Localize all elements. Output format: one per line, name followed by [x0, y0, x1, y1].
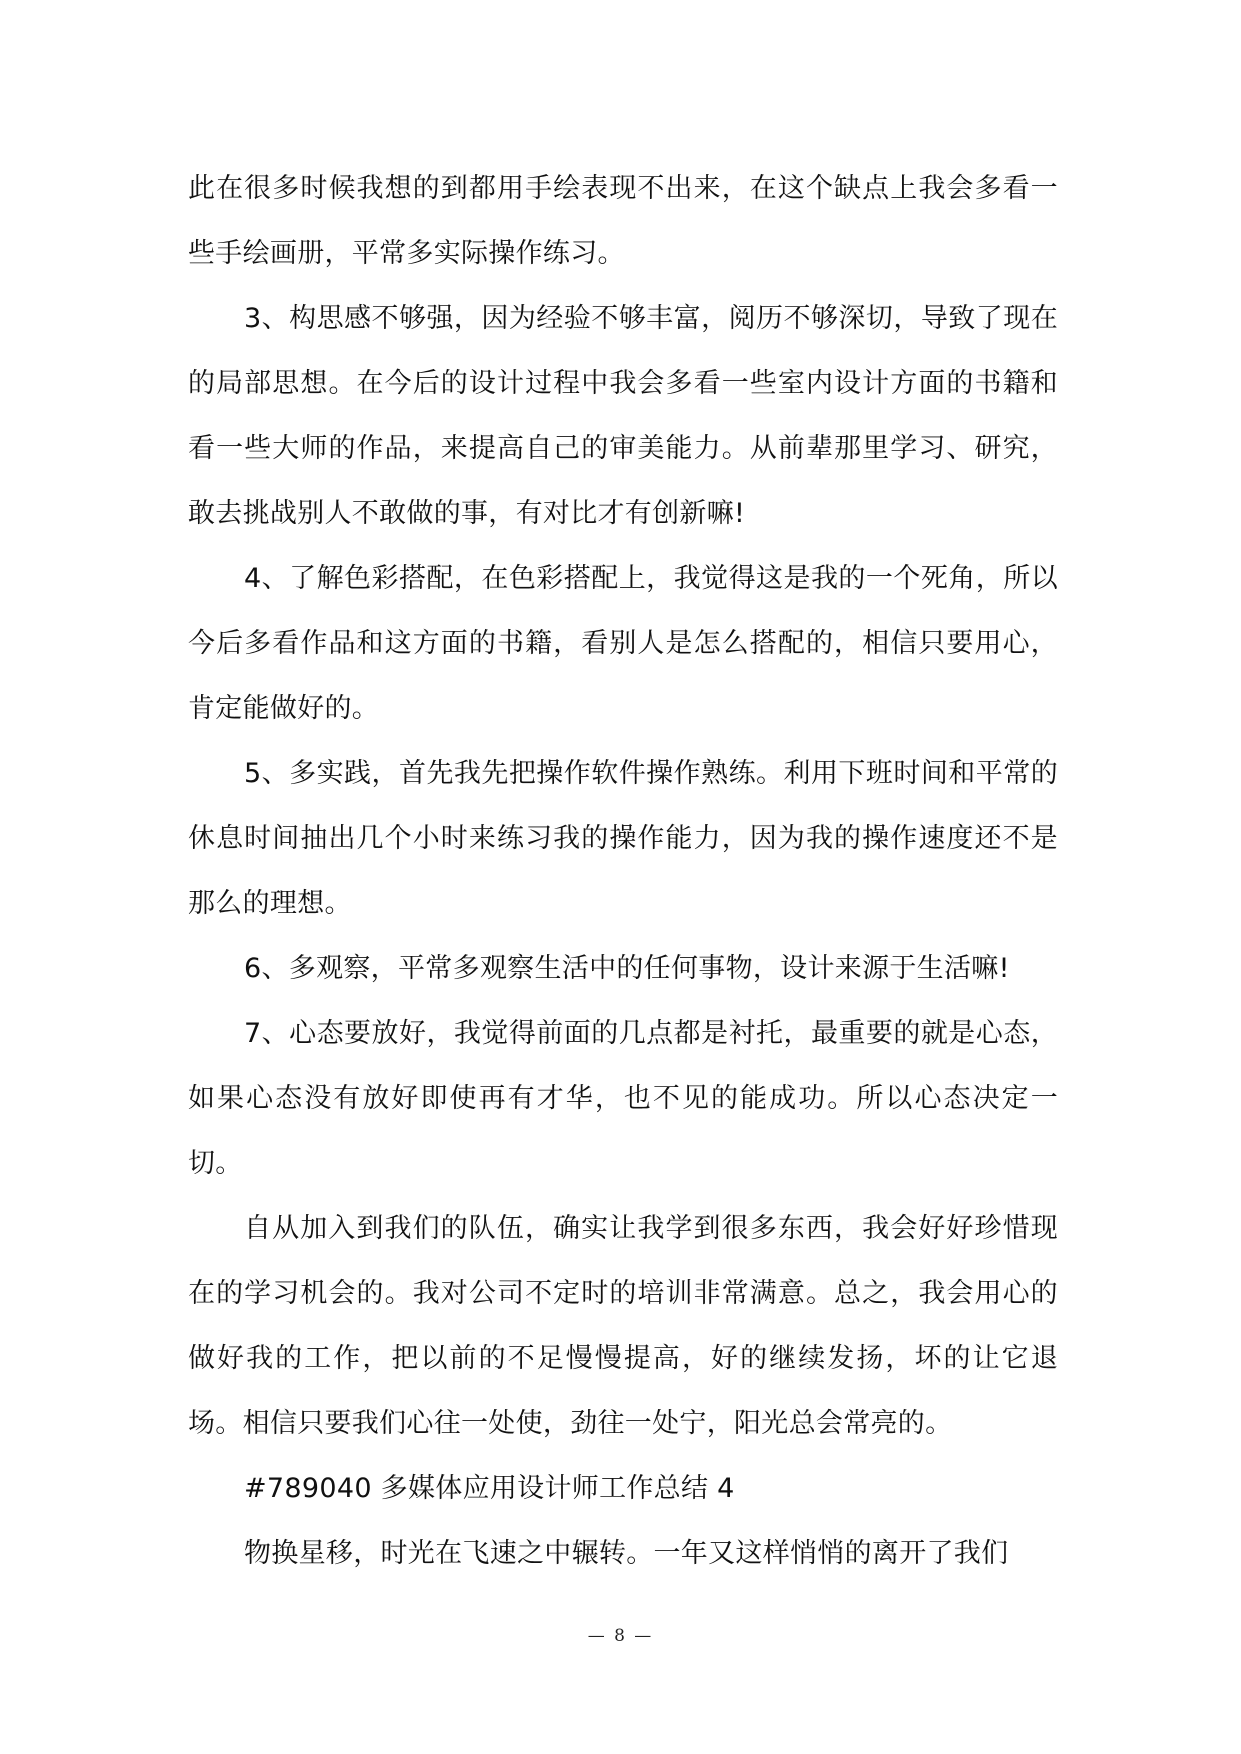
page-number: — 8 —	[587, 1626, 654, 1646]
paragraph-item-4: 4、了解色彩搭配，在色彩搭配上，我觉得这是我的一个死角，所以今后多看作品和这方面的书籍，看别人是怎么搭配的，相信只要用心，肯定能做好的。	[188, 563, 1058, 724]
paragraph-intro: 物换星移，时光在飞速之中辗转。一年又这样悄悄的离开了我们	[244, 1538, 1009, 1569]
paragraph-item-6: 6、多观察，平常多观察生活中的任何事物，设计来源于生活嘛!	[244, 953, 1010, 984]
paragraph-item-7: 7、心态要放好，我觉得前面的几点都是衬托，最重要的就是心态，如果心态没有放好即使再有才华，也不见的能成功。所以心态决定一切。	[188, 1018, 1058, 1179]
document-body	[188, 156, 1058, 1586]
paragraph-item-3: 3、构思感不够强，因为经验不够丰富，阅历不够深切，导致了现在的局部思想。在今后的设计过程中我会多看一些室内设计方面的书籍和看一些大师的作品，来提高自己的审美能力。从前辈那里学习、研究，敢去挑战别人不敢做的事，有对比才有创新嘛!	[188, 303, 1058, 529]
paragraph-closing: 自从加入到我们的队伍，确实让我学到很多东西，我会好好珍惜现在的学习机会的。我对公司不定时的培训非常满意。总之，我会用心的做好我的工作，把以前的不足慢慢提高，好的继续发扬，坏的让它退场。相信只要我们心往一处使，劲往一处宁，阳光总会常亮的。	[188, 1213, 1058, 1439]
section-heading: #789040 多媒体应用设计师工作总结 4	[244, 1473, 735, 1504]
paragraph-item-5: 5、多实践，首先我先把操作软件操作熟练。利用下班时间和平常的休息时间抽出几个小时来练习我的操作能力，因为我的操作速度还不是那么的理想。	[188, 758, 1058, 919]
paragraph-continuation: 此在很多时候我想的到都用手绘表现不出来，在这个缺点上我会多看一些手绘画册，平常多实际操作练习。	[188, 173, 1058, 269]
